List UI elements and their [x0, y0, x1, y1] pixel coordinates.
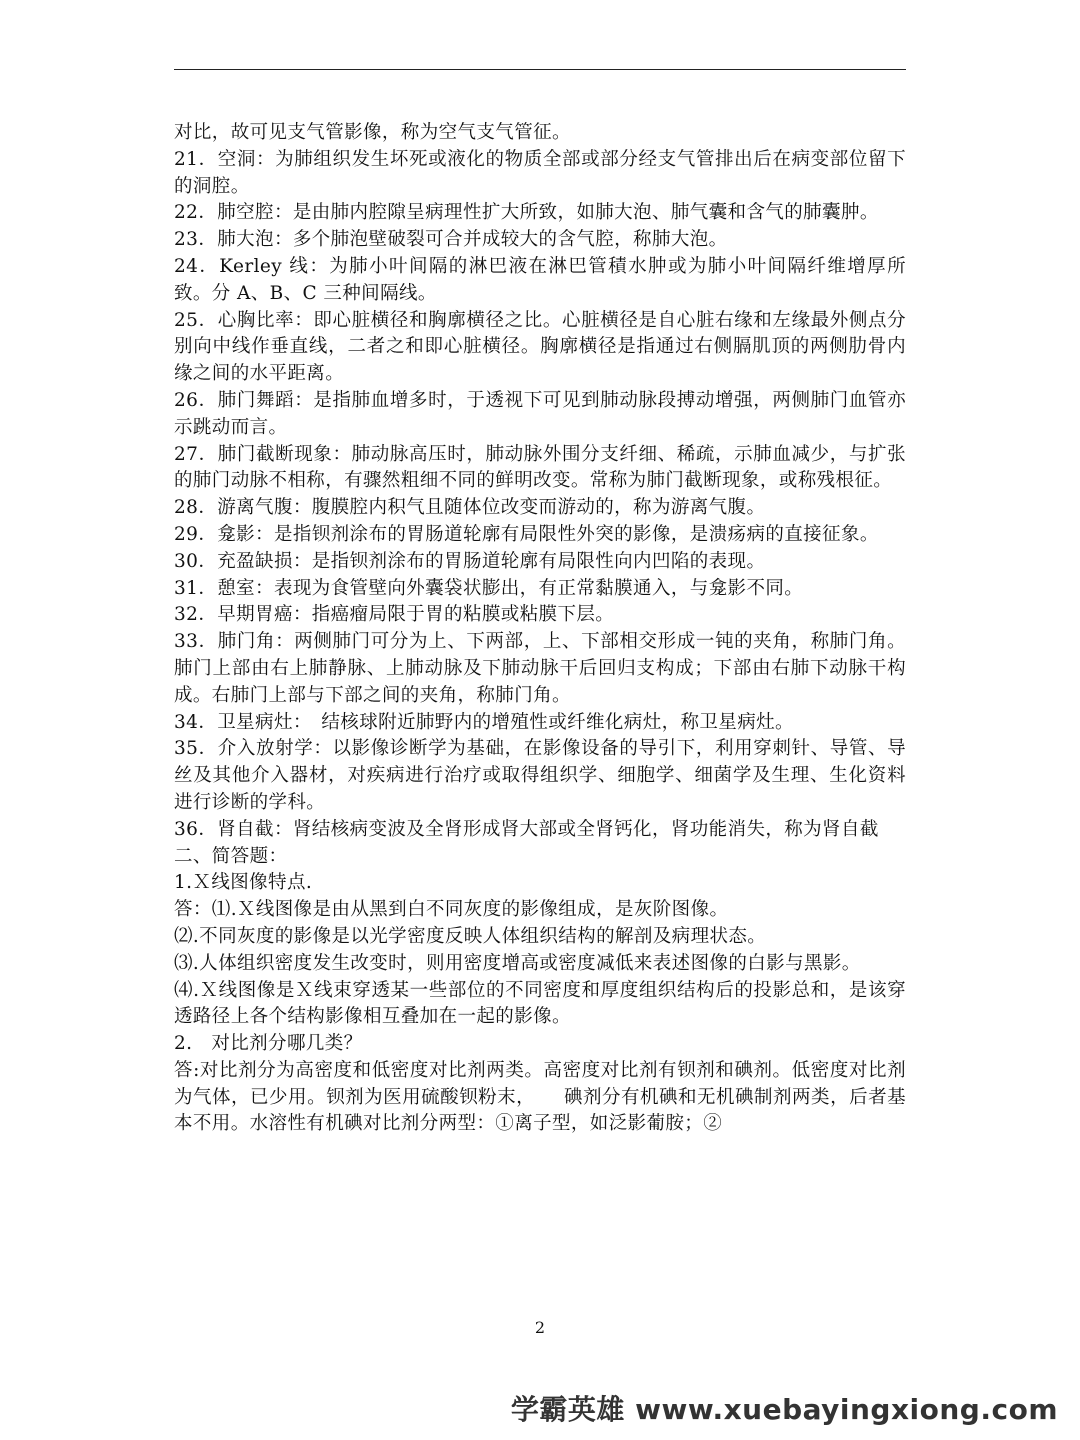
text-line: 答:对比剂分为高密度和低密度对比剂两类。高密度对比剂有钡剂和碘剂。低密度对比剂为气体，已少用。钡剂为医用硫酸钡粉末， 碘剂分有机碘和无机碘制剂两类，后者基本不用。水溶性有机碘对比剂分两型：①离子型，如泛影葡胺；② [174, 1059, 906, 1135]
text-line: 28．游离气腹：腹膜腔内积气且随体位改变而游动的，称为游离气腹。 [174, 497, 766, 519]
text-line: 32．早期胃癌：指癌瘤局限于胃的粘膜或粘膜下层。 [174, 604, 615, 626]
section-heading: 二、简答题： [174, 845, 288, 867]
text-line: 34．卫星病灶： 结核球附近肺野内的增殖性或纤维化病灶，称卫星病灶。 [174, 711, 794, 733]
question: 2. 对比剂分哪几类？ [174, 1033, 363, 1055]
text-line: 21．空洞：为肺组织发生坏死或液化的物质全部或部分经支气管排出后在病变部位留下的洞腔。 [174, 148, 906, 197]
text-line: 35．介入放射学：以影像诊断学为基础，在影像设备的导引下，利用穿刺针、导管、导丝及其他介入器材，对疾病进行治疗或取得组织学、细胞学、细菌学及生理、生化资料进行诊断的学科。 [174, 738, 906, 813]
text-line: 33．肺门角：两侧肺门可分为上、下两部，上、下部相交形成一钝的夹角，称肺门角。肺门上部由右上肺静脉、上肺动脉及下肺动脉干后回归支构成；下部由右肺下动脉干构成。右肺门上部与下部之间的夹角，称肺门角。 [174, 631, 906, 706]
text-line: 对比，故可见支气管影像，称为空气支气管征。 [174, 122, 571, 143]
text-line: ⑶.人体组织密度发生改变时，则用密度增高或密度减低来表述图像的白影与黑影。 [174, 952, 861, 974]
document-body [174, 120, 906, 1138]
text-line: 23．肺大泡：多个肺泡壁破裂可合并成较大的含气腔，称肺大泡。 [174, 229, 728, 251]
question: 1.Ｘ线图像特点. [174, 872, 313, 894]
watermark-brand: 学霸英雄 www.xuebayingxiong.com [510, 1393, 1058, 1426]
text-line: 26．肺门舞蹈：是指肺血增多时，于透视下可见到肺动脉段搏动增强，两侧肺门血管亦示跳动而言。 [174, 389, 906, 438]
text-line: ⑷.Ｘ线图像是Ｘ线束穿透某一些部位的不同密度和厚度组织结构后的投影总和，是该穿透路径上各个结构影像相互叠加在一起的影像。 [174, 979, 906, 1028]
header-rule [174, 69, 906, 70]
text-line: 36．肾自截：肾结核病变波及全肾形成肾大部或全肾钙化，肾功能消失，称为肾自截 [174, 818, 879, 840]
text-line: ⑵.不同灰度的影像是以光学密度反映人体组织结构的解剖及病理状态。 [174, 925, 767, 947]
text-line: 24．Kerley 线：为肺小叶间隔的淋巴液在淋巴管積水肿或为肺小叶间隔纤维增厚所致。分 A、B、C 三种间隔线。 [174, 255, 906, 304]
text-line: 答：⑴.Ｘ线图像是由从黑到白不同灰度的影像组成，是灰阶图像。 [174, 899, 729, 921]
text-line: 22．肺空腔：是由肺内腔隙呈病理性扩大所致，如肺大泡、肺气囊和含气的肺囊肿。 [174, 202, 879, 224]
text-line: 25．心胸比率：即心脏横径和胸廓横径之比。心脏横径是自心脏右缘和左缘最外侧点分别向中线作垂直线，二者之和即心脏横径。胸廓横径是指通过右侧膈肌顶的两侧肋骨内缘之间的水平距离。 [174, 309, 906, 385]
page-number: 2 [534, 1318, 546, 1337]
text-line: 31．憩室：表现为食管壁向外囊袋状膨出，有正常黏膜通入，与龛影不同。 [174, 577, 804, 599]
text-line: 30．充盈缺损：是指钡剂涂布的胃肠道轮廓有局限性向内凹陷的表现。 [174, 550, 766, 572]
text-line: 27．肺门截断现象：肺动脉高压时，肺动脉外围分支纤细、稀疏，示肺血减少，与扩张的肺门动脉不相称，有骤然粗细不同的鲜明改变。常称为肺门截断现象，或称残根征。 [174, 443, 906, 492]
text-line: 29．龛影：是指钡剂涂布的胃肠道轮廓有局限性外突的影像，是溃疡病的直接征象。 [174, 523, 879, 545]
